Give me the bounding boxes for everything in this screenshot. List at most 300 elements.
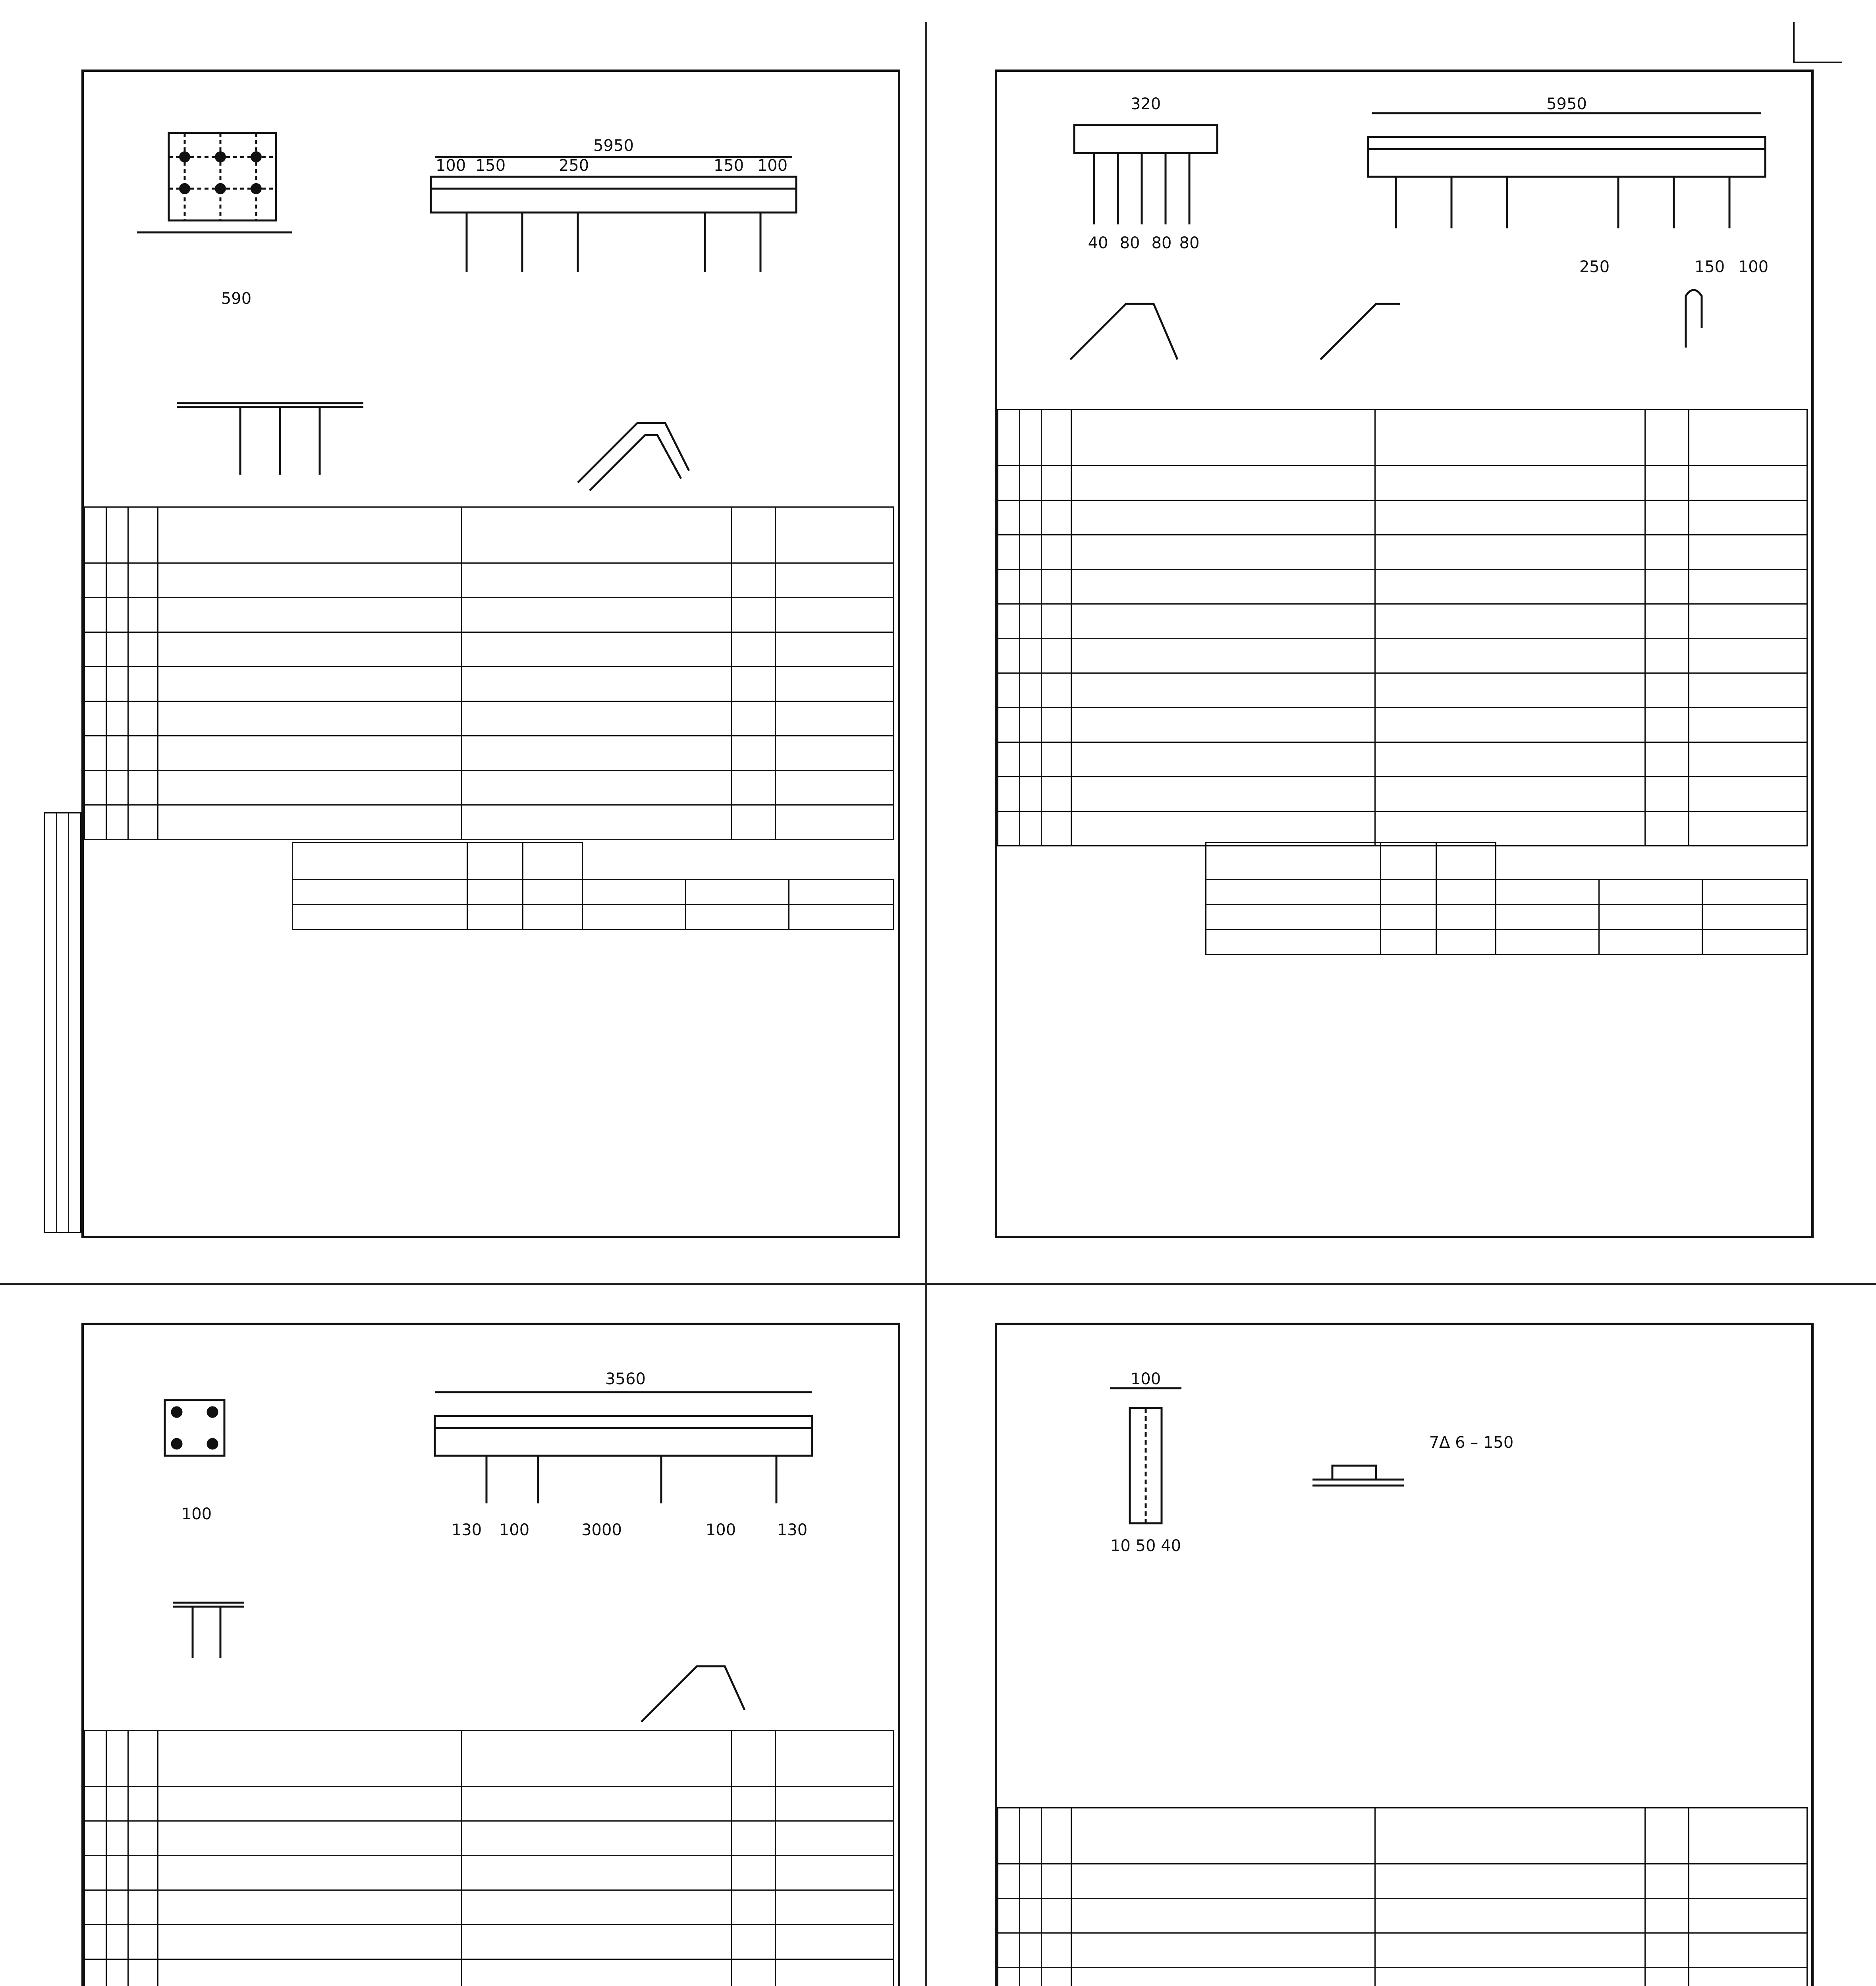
drawing-mn3-mn5 xyxy=(999,73,1805,407)
spec-cell-empty xyxy=(128,598,158,632)
spec-note xyxy=(776,1890,894,1925)
spec-zone xyxy=(106,1856,128,1890)
spec-row xyxy=(998,673,1807,708)
spec-cell-empty xyxy=(1645,708,1689,742)
spec-cell-empty xyxy=(1071,1899,1375,1933)
spec-cell-empty xyxy=(1020,1864,1042,1899)
svg-text:150: 150 xyxy=(475,156,506,175)
side-stamp-row xyxy=(44,813,81,1233)
mark-mass xyxy=(523,880,583,905)
spec-note xyxy=(1689,673,1807,708)
mark-table xyxy=(292,842,894,930)
spec-cell-empty xyxy=(1020,1899,1042,1933)
spec-format xyxy=(85,632,106,667)
svg-text:80: 80 xyxy=(1119,234,1140,252)
spec-cell-empty xyxy=(998,466,1020,500)
spec-row xyxy=(85,1925,894,1959)
mark-row xyxy=(293,905,894,930)
spec-cell-empty xyxy=(1020,742,1042,777)
svg-text:3000: 3000 xyxy=(581,1521,622,1539)
spec-body xyxy=(85,507,894,840)
page-number xyxy=(1793,22,1842,63)
spec-pos xyxy=(128,1856,158,1890)
spec-row xyxy=(998,604,1807,639)
spec-cell-empty xyxy=(998,742,1020,777)
spec-name xyxy=(1375,1933,1645,1968)
spec-cell-empty xyxy=(1689,708,1807,742)
spec-name xyxy=(462,805,732,840)
spec-qty xyxy=(1645,777,1689,811)
spec-zone xyxy=(106,667,128,701)
spec-col-format xyxy=(998,410,1020,466)
spec-pos xyxy=(1042,535,1071,570)
spec-designation xyxy=(158,1856,462,1890)
side-col xyxy=(44,813,57,1233)
spec-cell-empty xyxy=(1689,570,1807,604)
spec-pos xyxy=(1042,1968,1071,1986)
mark-cell-empty xyxy=(1599,905,1702,930)
spec-section-cell xyxy=(1375,500,1645,535)
mark-cell-empty xyxy=(1599,930,1702,955)
spec-cell-empty xyxy=(998,604,1020,639)
spec-qty xyxy=(1645,1968,1689,1986)
spec-row xyxy=(85,1821,894,1856)
svg-text:130: 130 xyxy=(777,1521,808,1539)
spec-cell-empty xyxy=(106,598,128,632)
svg-text:250: 250 xyxy=(558,156,589,175)
spec-cell-empty xyxy=(85,1959,106,1986)
spec-format xyxy=(998,811,1020,846)
spec-section-cell xyxy=(1375,466,1645,500)
spec-cell-empty xyxy=(1689,1864,1807,1899)
spec-cell-empty xyxy=(106,736,128,771)
spec-row xyxy=(85,598,894,632)
spec-format xyxy=(998,1933,1020,1968)
spec-cell-empty xyxy=(106,1821,128,1856)
spec-qty xyxy=(1645,639,1689,673)
spec-body xyxy=(85,1731,894,1986)
spec-header-row xyxy=(998,1808,1807,1864)
mark-designation xyxy=(1206,905,1381,930)
spec-row xyxy=(998,742,1807,777)
spec-qty xyxy=(732,805,776,840)
spec-header-row xyxy=(85,507,894,563)
svg-text:150: 150 xyxy=(1694,258,1725,276)
spec-format xyxy=(85,805,106,840)
spec-row xyxy=(85,701,894,736)
spec-note xyxy=(1689,535,1807,570)
spec-col-qty xyxy=(1645,1808,1689,1864)
mark-table xyxy=(1205,842,1808,955)
spec-col-note xyxy=(1689,1808,1807,1864)
spec-designation xyxy=(1071,639,1375,673)
spec-cell-empty xyxy=(1042,1899,1071,1933)
spec-cell-empty xyxy=(1020,466,1042,500)
spec-pos xyxy=(128,667,158,701)
spec-row xyxy=(85,563,894,598)
spec-cell-empty xyxy=(158,598,462,632)
spec-pos xyxy=(1042,673,1071,708)
spec-cell-empty xyxy=(776,1959,894,1986)
spec-cell-empty xyxy=(128,736,158,771)
drawing-mn1-mn2 xyxy=(85,73,892,506)
spec-cell-empty xyxy=(1071,742,1375,777)
spec-pos xyxy=(128,771,158,805)
spec-col-zone xyxy=(1020,1808,1042,1864)
spec-section-cell xyxy=(1375,708,1645,742)
mark-col-mark xyxy=(1381,843,1436,880)
spec-designation xyxy=(158,632,462,667)
spec-row xyxy=(85,771,894,805)
svg-text:130: 130 xyxy=(451,1521,482,1539)
spec-row xyxy=(998,466,1807,500)
spec-qty xyxy=(1645,811,1689,846)
spec-designation xyxy=(158,771,462,805)
spec-section-cell xyxy=(462,598,732,632)
mark-cell-empty xyxy=(1599,880,1702,905)
mark-col-mark xyxy=(467,843,523,880)
spec-cell-empty xyxy=(1020,570,1042,604)
spec-col-pos xyxy=(128,507,158,563)
spec-table xyxy=(84,506,894,840)
spec-note xyxy=(776,667,894,701)
spec-format xyxy=(85,667,106,701)
spec-zone xyxy=(1020,639,1042,673)
spec-format xyxy=(85,1856,106,1890)
spec-designation xyxy=(158,1890,462,1925)
spec-name xyxy=(462,1890,732,1925)
svg-text:7Δ 6 – 150: 7Δ 6 – 150 xyxy=(1429,1433,1514,1452)
spec-zone xyxy=(1020,535,1042,570)
spec-cell-empty xyxy=(776,598,894,632)
spec-row xyxy=(998,570,1807,604)
privyazan-label xyxy=(1496,843,1807,880)
spec-cell-empty xyxy=(1042,500,1071,535)
svg-text:320: 320 xyxy=(1130,95,1161,113)
spec-cell-empty xyxy=(998,1899,1020,1933)
spec-note xyxy=(776,1856,894,1890)
spec-cell-empty xyxy=(158,701,462,736)
spec-cell-empty xyxy=(1645,500,1689,535)
spec-cell-empty xyxy=(106,563,128,598)
spec-cell-empty xyxy=(158,563,462,598)
spec-cell-empty xyxy=(1645,1864,1689,1899)
spec-pos xyxy=(128,805,158,840)
spec-col-qty xyxy=(732,1731,776,1787)
spec-name xyxy=(1375,639,1645,673)
spec-cell-empty xyxy=(1071,604,1375,639)
spec-col-qty xyxy=(732,507,776,563)
mark-mass xyxy=(523,905,583,930)
inv-label xyxy=(1496,930,1599,955)
spec-designation xyxy=(1071,777,1375,811)
mark-header-row xyxy=(1206,843,1807,880)
spec-cell-empty xyxy=(85,563,106,598)
spec-cell-empty xyxy=(1020,708,1042,742)
spec-name xyxy=(1375,777,1645,811)
spec-designation xyxy=(1071,673,1375,708)
spec-cell-empty xyxy=(1042,742,1071,777)
mark-col-mass xyxy=(523,843,583,880)
spec-cell-empty xyxy=(106,701,128,736)
spec-pos xyxy=(1042,777,1071,811)
mark-row xyxy=(293,880,894,905)
spec-cell-empty xyxy=(158,1925,462,1959)
spec-cell-empty xyxy=(1071,1864,1375,1899)
spec-cell-empty xyxy=(85,1925,106,1959)
mark-col-mass xyxy=(1436,843,1496,880)
svg-text:100: 100 xyxy=(435,156,466,175)
spec-col-format xyxy=(85,507,106,563)
mark-code xyxy=(1381,905,1436,930)
spec-cell-empty xyxy=(1689,466,1807,500)
spec-cell-empty xyxy=(1689,742,1807,777)
spec-pos xyxy=(1042,811,1071,846)
spec-section-cell xyxy=(462,1821,732,1856)
spec-header-row xyxy=(998,410,1807,466)
spec-col-zone xyxy=(106,507,128,563)
spec-cell-empty xyxy=(1689,604,1807,639)
drawing-mn6-mn7 xyxy=(85,1329,892,1785)
mark-cell-empty xyxy=(1496,905,1599,930)
mark-cell-empty xyxy=(1496,880,1599,905)
spec-cell-empty xyxy=(998,500,1020,535)
mark-col-designation xyxy=(1206,843,1381,880)
spec-cell-empty xyxy=(1071,708,1375,742)
svg-text:150: 150 xyxy=(713,156,744,175)
spec-section-cell xyxy=(462,1787,732,1821)
spec-table xyxy=(997,409,1808,846)
spec-name xyxy=(1375,811,1645,846)
mark-code xyxy=(467,880,523,905)
spec-name xyxy=(462,771,732,805)
spec-cell-empty xyxy=(1645,742,1689,777)
spec-row xyxy=(998,1864,1807,1899)
svg-text:100: 100 xyxy=(499,1521,530,1539)
spec-row xyxy=(85,667,894,701)
spec-designation xyxy=(1071,1968,1375,1986)
spec-section-cell xyxy=(1375,1899,1645,1933)
spec-name xyxy=(1375,673,1645,708)
spec-col-designation xyxy=(1071,410,1375,466)
mark-code xyxy=(1381,930,1436,955)
spec-col-format xyxy=(85,1731,106,1787)
spec-cell-empty xyxy=(732,1821,776,1856)
spec-cell-empty xyxy=(776,736,894,771)
spec-zone xyxy=(1020,811,1042,846)
spec-cell-empty xyxy=(128,1787,158,1821)
spec-format xyxy=(998,639,1020,673)
mark-designation xyxy=(1206,930,1381,955)
spec-row xyxy=(998,1899,1807,1933)
spec-row xyxy=(998,500,1807,535)
spec-col-designation xyxy=(158,1731,462,1787)
inv-label xyxy=(583,905,686,930)
spec-note xyxy=(1689,1933,1807,1968)
mark-col-designation xyxy=(293,843,467,880)
spec-cell-empty xyxy=(1042,1864,1071,1899)
mark-code xyxy=(1381,880,1436,905)
mark-body xyxy=(293,843,894,930)
spec-col-name xyxy=(462,507,732,563)
spec-cell-empty xyxy=(732,563,776,598)
mark-cell-empty xyxy=(686,905,789,930)
side-col xyxy=(69,813,81,1233)
spec-cell-empty xyxy=(1071,466,1375,500)
spec-zone xyxy=(1020,1933,1042,1968)
spec-format xyxy=(998,673,1020,708)
spec-row xyxy=(85,736,894,771)
spec-name xyxy=(462,667,732,701)
spec-row xyxy=(85,1959,894,1986)
spec-cell-empty xyxy=(1020,604,1042,639)
spec-format xyxy=(998,535,1020,570)
spec-designation xyxy=(1071,811,1375,846)
spec-cell-empty xyxy=(1645,466,1689,500)
mark-mass xyxy=(1436,905,1496,930)
spec-cell-empty xyxy=(776,1925,894,1959)
spec-cell-empty xyxy=(158,736,462,771)
spec-body xyxy=(998,1808,1807,1986)
spec-cell-empty xyxy=(1071,500,1375,535)
svg-text:40: 40 xyxy=(1088,234,1108,252)
mark-cell-empty xyxy=(789,880,894,905)
spec-qty xyxy=(1645,535,1689,570)
spec-col-qty xyxy=(1645,410,1689,466)
spec-col-zone xyxy=(106,1731,128,1787)
mark-code xyxy=(467,905,523,930)
spec-section-cell xyxy=(462,736,732,771)
spec-row xyxy=(85,632,894,667)
mark-cell-empty xyxy=(1702,905,1807,930)
spec-cell-empty xyxy=(732,1925,776,1959)
spec-zone xyxy=(106,1890,128,1925)
spec-cell-empty xyxy=(776,1787,894,1821)
spec-cell-empty xyxy=(128,1821,158,1856)
mark-row xyxy=(1206,930,1807,955)
spec-zone xyxy=(106,805,128,840)
spec-format xyxy=(998,1968,1020,1986)
svg-text:100: 100 xyxy=(705,1521,736,1539)
spec-col-name xyxy=(1375,410,1645,466)
svg-text:5950: 5950 xyxy=(1546,95,1587,113)
spec-section-cell xyxy=(462,701,732,736)
spec-name xyxy=(462,1856,732,1890)
spec-col-note xyxy=(776,1731,894,1787)
spec-col-pos xyxy=(1042,410,1071,466)
spec-cell-empty xyxy=(158,1959,462,1986)
spec-cell-empty xyxy=(158,1787,462,1821)
spec-qty xyxy=(732,1890,776,1925)
spec-cell-empty xyxy=(128,563,158,598)
spec-section-cell xyxy=(462,1959,732,1986)
spec-cell-empty xyxy=(1689,1899,1807,1933)
spec-cell-empty xyxy=(998,1864,1020,1899)
spec-row xyxy=(85,1787,894,1821)
spec-cell-empty xyxy=(1042,604,1071,639)
spec-section-cell xyxy=(1375,570,1645,604)
spec-pos xyxy=(1042,1933,1071,1968)
spec-designation xyxy=(1071,535,1375,570)
spec-cell-empty xyxy=(106,1787,128,1821)
spec-col-pos xyxy=(128,1731,158,1787)
spec-zone xyxy=(1020,673,1042,708)
spec-row xyxy=(998,535,1807,570)
spec-row xyxy=(85,1890,894,1925)
spec-pos xyxy=(128,632,158,667)
mark-cell-empty xyxy=(583,880,686,905)
spec-col-name xyxy=(462,1731,732,1787)
spec-cell-empty xyxy=(85,701,106,736)
spec-zone xyxy=(1020,777,1042,811)
svg-text:100: 100 xyxy=(1130,1370,1161,1388)
spec-cell-empty xyxy=(128,1959,158,1986)
mark-mass xyxy=(1436,930,1496,955)
horizontal-cut-line xyxy=(0,1283,1876,1285)
spec-section-cell xyxy=(1375,604,1645,639)
spec-cell-empty xyxy=(128,701,158,736)
svg-text:10 50 40: 10 50 40 xyxy=(1110,1537,1181,1555)
spec-qty xyxy=(732,632,776,667)
svg-text:80: 80 xyxy=(1179,234,1200,252)
spec-name xyxy=(1375,535,1645,570)
spec-table xyxy=(84,1730,894,1986)
spec-format xyxy=(85,1890,106,1925)
spec-cell-empty xyxy=(85,736,106,771)
mark-designation xyxy=(1206,880,1381,905)
spec-cell-empty xyxy=(732,736,776,771)
spec-cell-empty xyxy=(1071,570,1375,604)
spec-cell-empty xyxy=(1689,500,1807,535)
spec-note xyxy=(776,771,894,805)
spec-row xyxy=(998,811,1807,846)
spec-row xyxy=(85,1856,894,1890)
spec-note xyxy=(1689,1968,1807,1986)
svg-text:5950: 5950 xyxy=(593,137,634,155)
spec-cell-empty xyxy=(85,1821,106,1856)
spec-qty xyxy=(1645,1933,1689,1968)
spec-cell-empty xyxy=(1645,1899,1689,1933)
spec-cell-empty xyxy=(732,701,776,736)
spec-col-designation xyxy=(1071,1808,1375,1864)
spec-cell-empty xyxy=(85,1787,106,1821)
spec-col-format xyxy=(998,1808,1020,1864)
svg-text:100: 100 xyxy=(1738,258,1769,276)
spec-note xyxy=(1689,777,1807,811)
spec-zone xyxy=(1020,1968,1042,1986)
spec-row xyxy=(998,708,1807,742)
mark-row xyxy=(1206,905,1807,930)
spec-cell-empty xyxy=(1042,466,1071,500)
spec-cell-empty xyxy=(1042,708,1071,742)
spec-note xyxy=(776,632,894,667)
spec-pos xyxy=(128,1890,158,1925)
spec-designation xyxy=(158,667,462,701)
spec-zone xyxy=(106,632,128,667)
spec-qty xyxy=(732,771,776,805)
spec-col-designation xyxy=(158,507,462,563)
spec-zone xyxy=(106,771,128,805)
spec-cell-empty xyxy=(776,701,894,736)
privyazan-label xyxy=(583,843,894,880)
spec-note xyxy=(1689,811,1807,846)
svg-text:590: 590 xyxy=(221,290,252,308)
mark-designation xyxy=(293,880,467,905)
spec-cell-empty xyxy=(1042,570,1071,604)
spec-section-cell xyxy=(462,1925,732,1959)
mark-body xyxy=(1206,843,1807,955)
drawing-mn24-mn25 xyxy=(999,1329,1805,1607)
